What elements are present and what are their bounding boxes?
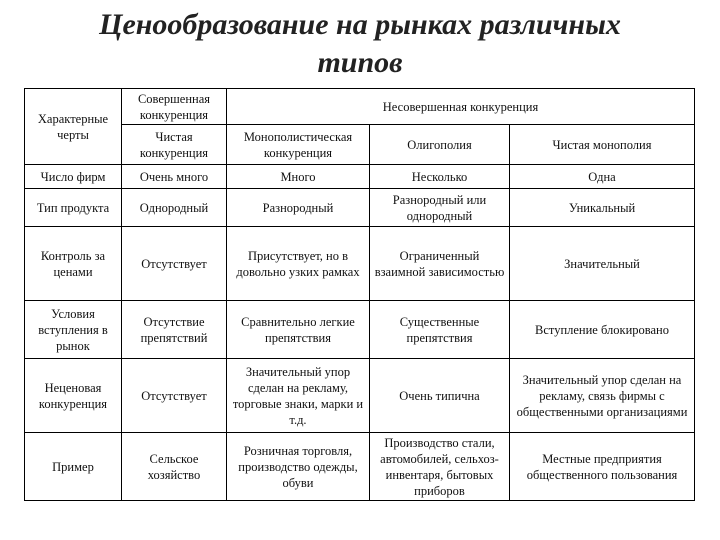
table-cell: Существенные препятствия	[370, 301, 510, 359]
features-header: Характерные черты	[25, 89, 122, 165]
column-header: Олигополия	[370, 125, 510, 165]
imperfect-competition-header: Несовершенная конкуренция	[227, 89, 695, 125]
row-feature: Тип продукта	[25, 189, 122, 227]
table-cell: Производство стали, автомобилей, сельхоз-инвентаря, бытовых приборов	[370, 433, 510, 501]
table-cell: Сравнительно легкие препятствия	[227, 301, 370, 359]
table-cell: Вступление блокировано	[510, 301, 695, 359]
market-types-table	[24, 88, 695, 501]
row-feature: Число фирм	[25, 165, 122, 189]
table-cell: Отсутствует	[122, 359, 227, 433]
table-row	[25, 301, 695, 359]
table-cell: Ограниченный взаимной зависимостью	[370, 227, 510, 301]
column-header: Чистая конкуренция	[122, 125, 227, 165]
title-line-2: типов	[317, 46, 403, 79]
table-cell: Несколько	[370, 165, 510, 189]
table-row	[25, 189, 695, 227]
header-row-columns	[25, 125, 695, 165]
row-feature: Пример	[25, 433, 122, 501]
table-cell: Уникальный	[510, 189, 695, 227]
column-header: Монополистическая конкуренция	[227, 125, 370, 165]
table-cell: Очень много	[122, 165, 227, 189]
table-cell: Разнородный	[227, 189, 370, 227]
table-cell: Разнородный или однородный	[370, 189, 510, 227]
table-cell: Местные предприятия общественного пользования	[510, 433, 695, 501]
table-cell: Присутствует, но в довольно узких рамках	[227, 227, 370, 301]
table-row	[25, 227, 695, 301]
perfect-competition-header: Совершенная конкуренция	[122, 89, 227, 125]
row-feature: Неценовая конкуренция	[25, 359, 122, 433]
table-cell: Значительный упор сделан на рекламу, связь фирмы с общественными организациями	[510, 359, 695, 433]
table-row	[25, 359, 695, 433]
table-cell: Очень типична	[370, 359, 510, 433]
table-cell: Значительный упор сделан на рекламу, торговые знаки, марки и т.д.	[227, 359, 370, 433]
table-cell: Сельское хозяйство	[122, 433, 227, 501]
header-row-groups	[25, 89, 695, 125]
page-title	[40, 6, 680, 82]
table-cell: Розничная торговля, производство одежды, обуви	[227, 433, 370, 501]
table-row	[25, 165, 695, 189]
row-feature: Контроль за ценами	[25, 227, 122, 301]
table-cell: Отсутствие препятствий	[122, 301, 227, 359]
row-feature: Условия вступления в рынок	[25, 301, 122, 359]
table-cell: Отсутствует	[122, 227, 227, 301]
table-cell: Однородный	[122, 189, 227, 227]
table-cell: Много	[227, 165, 370, 189]
table-cell: Значительный	[510, 227, 695, 301]
table-row	[25, 433, 695, 501]
title-line-1: Ценообразование на рынках различных	[99, 8, 621, 41]
table-cell: Одна	[510, 165, 695, 189]
column-header: Чистая монополия	[510, 125, 695, 165]
